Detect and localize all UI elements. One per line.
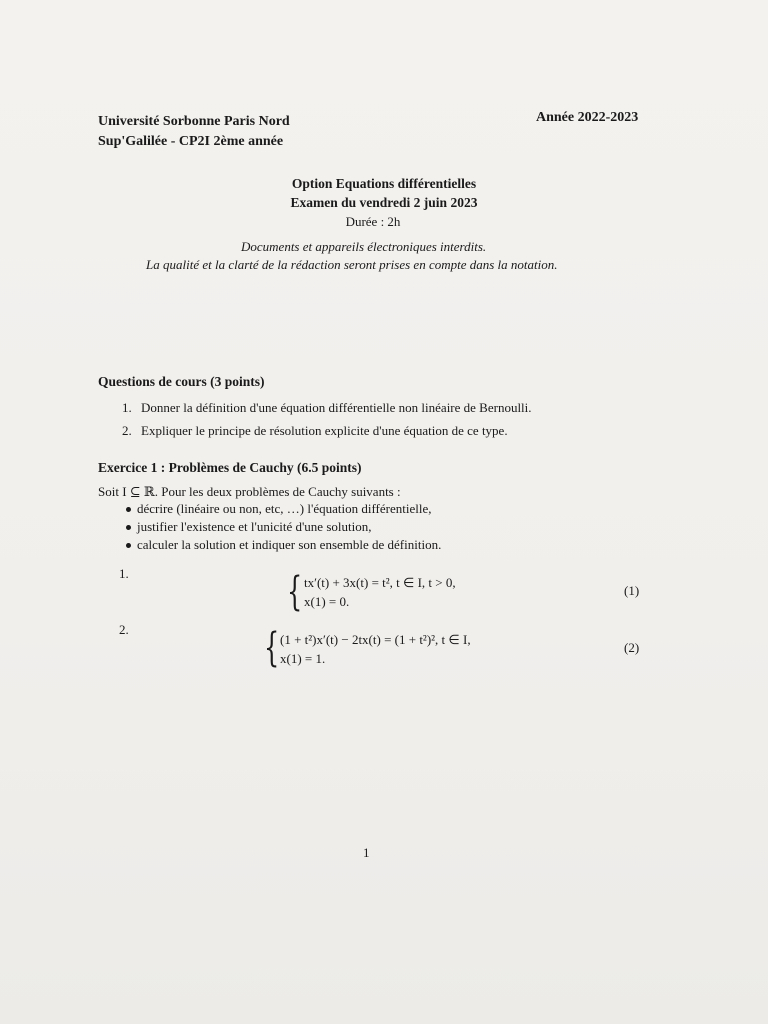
instruction-quality: La qualité et la clarté de la rédaction seront prises en compte dans la notation. — [146, 257, 558, 272]
page-number: 1 — [363, 845, 370, 860]
item-text: Expliquer le principe de résolution explicite d'une équation de ce type. — [141, 423, 508, 438]
bullet-text: justifier l'existence et l'unicité d'une solution, — [137, 519, 372, 534]
bullet-text: calculer la solution et indiquer son ensemble de définition. — [137, 537, 442, 552]
left-brace-icon: { — [287, 569, 303, 615]
bullet-item — [126, 501, 431, 517]
exercise-intro: Soit I ⊆ ℝ. Pour les deux problèmes de Cauchy suivants : — [98, 484, 401, 499]
equation-2-line1: (1 + t²)x′(t) − 2tx(t) = (1 + t²)², t ∈ I, — [280, 632, 471, 647]
equation-2-line2: x(1) = 1. — [280, 651, 326, 666]
section-heading-cours: Questions de cours (3 points) — [98, 374, 265, 389]
problem-number: 2. — [119, 622, 129, 637]
bullet-dot — [126, 525, 131, 530]
school-name: Sup'Galilée - CP2I 2ème année — [98, 134, 284, 149]
academic-year: Année 2022-2023 — [536, 110, 639, 125]
university-name: Université Sorbonne Paris Nord — [98, 114, 290, 129]
equation-1-label: (1) — [624, 583, 640, 598]
left-brace-icon: { — [264, 625, 280, 671]
exam-duration: Durée : 2h — [345, 214, 401, 229]
item-number: 2. — [122, 423, 132, 438]
list-item — [122, 423, 508, 439]
bullet-item — [126, 519, 371, 535]
equation-2-label: (2) — [624, 640, 640, 655]
instruction-documents: Documents et appareils électroniques interdits. — [241, 239, 487, 254]
header-left — [98, 112, 290, 152]
equation-1-line2: x(1) = 0. — [304, 594, 350, 609]
exam-date: Examen du vendredi 2 juin 2023 — [290, 195, 478, 210]
equation-1-line1: tx′(t) + 3x(t) = t², t ∈ I, t > 0, — [304, 575, 456, 590]
item-text: Donner la définition d'une équation différentielle non linéaire de Bernoulli. — [141, 400, 532, 415]
list-item — [122, 400, 532, 416]
problem-number: 1. — [119, 566, 129, 581]
bullet-dot — [126, 543, 131, 548]
item-number: 1. — [122, 400, 132, 415]
bullet-text: décrire (linéaire ou non, etc, …) l'équation différentielle, — [137, 501, 432, 516]
bullet-item — [126, 537, 441, 553]
bullet-dot — [126, 507, 131, 512]
exam-title: Option Equations différentielles — [291, 176, 477, 191]
section-heading-exercice1: Exercice 1 : Problèmes de Cauchy (6.5 points) — [98, 460, 362, 475]
